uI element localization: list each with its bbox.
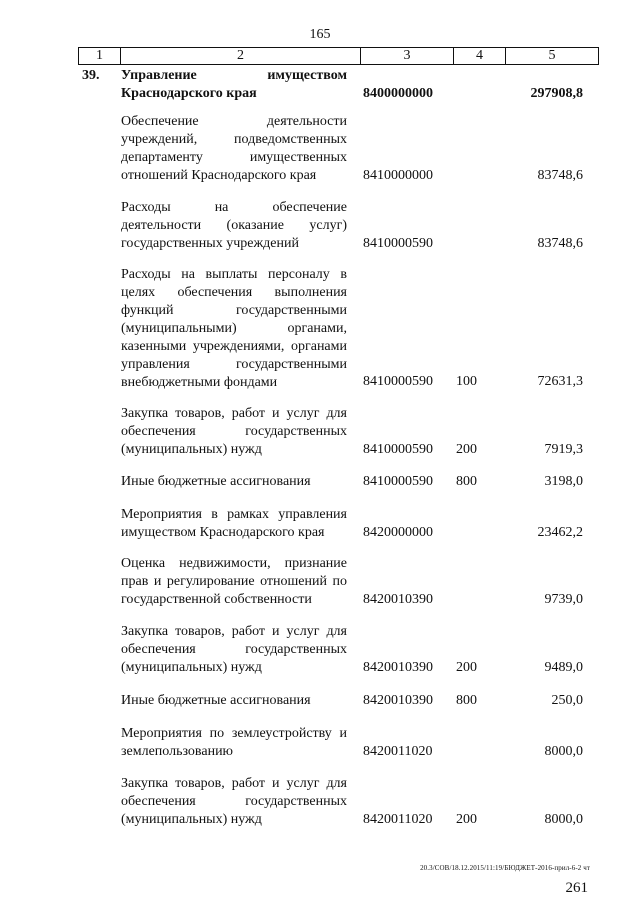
row-code: 8420000000	[363, 525, 433, 540]
row-amount: 8000,0	[544, 744, 583, 759]
row-code: 8410000590	[363, 236, 433, 251]
row-vr: 200	[456, 812, 477, 827]
table-row	[78, 555, 597, 609]
table-row	[78, 266, 597, 391]
table-row	[78, 405, 597, 459]
row-code: 8410000590	[363, 474, 433, 489]
table-row	[78, 199, 597, 253]
row-code: 8410000590	[363, 442, 433, 457]
row-code: 8420010390	[363, 693, 433, 708]
header-col-2: 2	[121, 48, 361, 64]
row-amount: 250,0	[551, 693, 583, 708]
row-amount: 8000,0	[544, 812, 583, 827]
row-name: Закупка товаров, работ и услуг для обеспечения государственных (муниципальных) нужд	[121, 624, 347, 675]
row-code: 8420010390	[363, 660, 433, 675]
row-amount: 3198,0	[544, 474, 583, 489]
row-number: 39.	[82, 68, 100, 83]
row-amount: 83748,6	[537, 236, 583, 251]
row-amount: 23462,2	[537, 525, 583, 540]
row-code: 8400000000	[363, 86, 433, 101]
row-code: 8420011020	[363, 812, 433, 827]
row-name: Обеспечение деятельности учреждений, подведомственных департаменту имущественных отношений Краснодарского края	[121, 114, 347, 183]
row-name: Мероприятия в рамках управления имуществом Краснодарского края	[121, 507, 347, 540]
table-row	[78, 113, 597, 185]
row-code: 8410000590	[363, 374, 433, 389]
footer-doc-code: 20.3/СОВ/18.12.2015/11:19/БЮДЖЕТ-2016-прил-6-2 чт	[420, 864, 590, 872]
row-amount: 9739,0	[544, 592, 583, 607]
row-vr: 800	[456, 474, 477, 489]
row-amount: 297908,8	[530, 86, 583, 101]
table-row	[78, 506, 597, 542]
table-row	[78, 473, 597, 491]
row-name: Закупка товаров, работ и услуг для обеспечения государственных (муниципальных) нужд	[121, 406, 347, 457]
row-amount: 83748,6	[537, 168, 583, 183]
table-row	[78, 775, 597, 829]
row-amount: 7919,3	[544, 442, 583, 457]
row-name: Мероприятия по землеустройству и землепользованию	[121, 726, 347, 759]
header-col-4: 4	[454, 48, 506, 64]
row-name: Закупка товаров, работ и услуг для обеспечения государственных (муниципальных) нужд	[121, 776, 347, 827]
row-name: Управление имуществом Краснодарского края	[121, 68, 347, 101]
row-amount: 9489,0	[544, 660, 583, 675]
row-code: 8420011020	[363, 744, 433, 759]
row-vr: 100	[456, 374, 477, 389]
page-number-bottom: 261	[565, 880, 588, 896]
table-row	[78, 623, 597, 677]
row-amount: 72631,3	[537, 374, 583, 389]
header-col-1: 1	[79, 48, 121, 64]
row-vr: 200	[456, 442, 477, 457]
row-name: Иные бюджетные ассигнования	[121, 474, 311, 489]
row-vr: 200	[456, 660, 477, 675]
row-code: 8410000000	[363, 168, 433, 183]
table-row	[78, 67, 597, 103]
row-name: Расходы на выплаты персоналу в целях обеспечения выполнения функций государственными (муниципальными) органами, казенными учреждениями, органами управления государственными внебюджетными фондами	[121, 267, 347, 390]
header-col-5: 5	[548, 48, 556, 63]
row-name: Оценка недвижимости, признание прав и регулирование отношений по государственной собственности	[121, 556, 347, 607]
table-row	[78, 725, 597, 761]
table-row	[78, 692, 597, 710]
row-vr: 800	[456, 693, 477, 708]
row-code: 8420010390	[363, 592, 433, 607]
header-col-3: 3	[361, 48, 454, 64]
table-header	[78, 47, 599, 65]
row-name: Иные бюджетные ассигнования	[121, 693, 311, 708]
page-number-top: 165	[309, 27, 331, 42]
row-name: Расходы на обеспечение деятельности (оказание услуг) государственных учреждений	[121, 200, 347, 251]
